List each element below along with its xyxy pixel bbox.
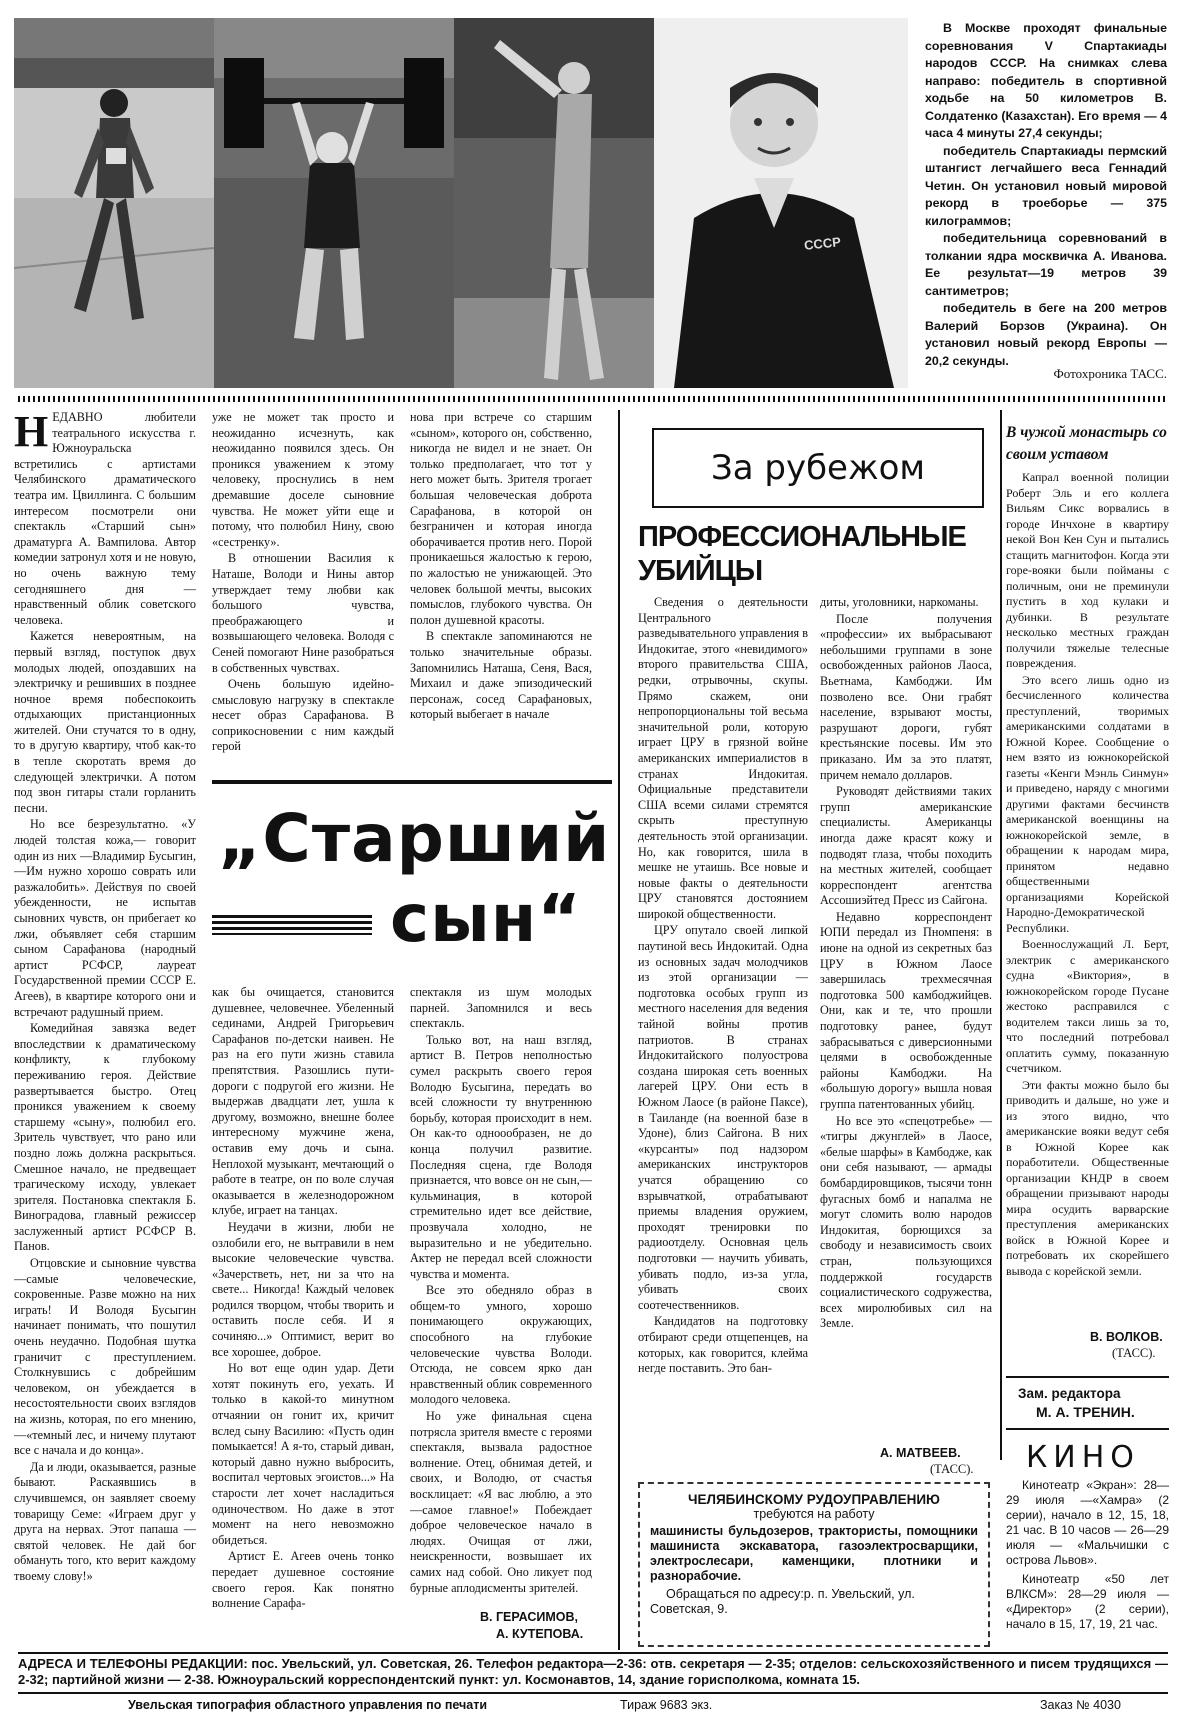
caption-paragraph: победитель в беге на 200 метров Валерий Борзов (Украина). Он установил новый рекорд Европы — 20,2 секунды. bbox=[925, 301, 1167, 368]
paragraph: Отцовские и сыновние чувства —самые человеческие, сокровенные. Разве можно на них играть! И Володя Бусыгин начинает понимать, что пошутил очень неудачно. Подобная шутка граничит с преступлением. Столкнувшись с добрейшим человеком, он убеждается в несостоятельности своих взглядов на жизнь, которая, по его мнению, —«темный лес, и ничему плутают все с начала и до конца». bbox=[14, 1256, 196, 1458]
caption-paragraph: В Москве проходят финальные соревнования V Спартакиады народов СССР. На снимках слева направо: победитель в спортивной ходьбе на 50 километров В. Солдатенко (Казахстан). Его время — 4 часа 4 минуты 27,4 секунды; bbox=[925, 21, 1167, 140]
section-title-abroad: За рубежом bbox=[652, 428, 984, 508]
ad-address: Обращаться по адресу:р. п. Увельский, ул. Советская, 9. bbox=[650, 1587, 915, 1616]
ad-body: машинисты бульдозеров, трактористы, помощники машиниста экскаватора, газоэлектросварщики, электрослесари, каменщики, плотники и разнорабочие. bbox=[650, 1524, 978, 1583]
drop-cap: Н bbox=[14, 410, 49, 456]
footer-addresses: АДРЕСА И ТЕЛЕФОНЫ РЕДАКЦИИ: пос. Увельский, ул. Советская, 26. Телефон редактора—2-36: отв. секретаря — 2-35; отделов: сельскохозяйственного и писем трудящихся — 2-32; партийной жизни — 2-38. Южноуральский корреспондентский пункт: ул. Космонавтов, 14, здание горисполкома, комната 15. bbox=[18, 1656, 1168, 1687]
footer-order: Заказ № 4030 bbox=[1040, 1698, 1121, 1712]
paragraph: Но все это «спецотребье» — «тигры джунглей» в Лаосе, «белые шарфы» в Камбодже, как они себя называют, — армады бомбардировщиков, тысячи тонн фугасных бомб и напалма не могут сломить волю народов Индокитая, борющихся за свободу и независимость своих стран, пользующихся поддержкой государств социалистического содружества, всех миролюбивых сил на Земле. bbox=[820, 1113, 992, 1331]
paragraph: Но уже финальная сцена потрясла зрителя вместе с героями спектакля, вызвала радостное волнение. Отец, обнимая детей, и своих, и Володю, от счастья восклицает: «Я вас люблю, а это —самое главное!» Побеждает доброе человеческое начало в людях. Очищая от лжи, неискренности, возвышает их самих над собой. Оно ликует под бурные аплодисменты зрителей. bbox=[410, 1409, 592, 1595]
footer-rule-top bbox=[18, 1652, 1168, 1654]
paragraph: Капрал военной полиции Роберт Эль и его коллега Вильям Сикс ворвались в городе Инчхоне в квартиру некой Вон Кен Сун и пытались стащить магнитофон. Когда эти горе-вояки были пойманы с поличным, они не преминули пустить в ход кулаки и дубинки. В результате несколько местных граждан получили тяжелые телесные повреждения. bbox=[1006, 470, 1169, 670]
paragraph: ЦРУ опутало своей липкой паутиной весь Индокитай. Одна из основных задач молодчиков из этой организации — подготовка особых групп из местного населения для ведения тайной войны против патриотов. В странах Индокитайского полуострова создана широкая сеть военных лагерей ЦРУ. Они есть в Южном Лаосе (в районе Паксе), в Таиланде (на военной базе в Удоне), близ Сайгона. В них «курсанты» под надзором американских инструкторов учатся обращению со взрывчаткой, отрабатывают приемы владения оружием, проходят тренировки по радиоотделу. Основная цель подготовки — научить убивать, убивать подло, из-за угла, убивать своих соотечественников. bbox=[638, 923, 808, 1312]
paragraph: Кажется невероятным, на первый взгляд, поступок двух молодых людей, опоздавших на электричку и решивших в позднее ночное время побеспокоить отдыхающих пристанционных жителей. Они стучатся то в одну, то в другую квартиру, чтоб как-то в тепле скоротать время до следующей электрички. А потом под звон гитары стали горланить песни. bbox=[14, 629, 196, 815]
theatre-signature-2: А. КУТЕПОВА. bbox=[496, 1627, 584, 1641]
jersey-text: СССР bbox=[803, 234, 842, 253]
side-article-title: В чужой монастырь со своим уставом bbox=[1006, 424, 1167, 463]
paragraph: В спектакле запоминаются не только значительные образы. Запомнились Наташа, Сеня, Вася, Михаил и даже эпизодический персонаж, сосед Сарафановых, который выбегает в начале bbox=[410, 629, 592, 722]
title-rule-top bbox=[212, 780, 612, 784]
paragraph: спектакля из шум молодых парней. Запомнился и весь спектакль. bbox=[410, 985, 592, 1031]
abroad-signature: А. МАТВЕЕВ. bbox=[880, 1446, 961, 1460]
abroad-rule-right bbox=[1000, 410, 1002, 1460]
abroad-agency: (ТАСС). bbox=[930, 1462, 974, 1476]
paragraph: как бы очищается, становится душевнее, человечнее. Убеленный сединами, Андрей Григорьевич Сарафанов по-детски наивен. Не раз на его пути жизнь ставила препятствия. Разошлись пути-дороги с подругой его жизни. Не выдержав двадцати лет, ушла к другому, возможно, внешне более интересному мужчине жена, оставив ему дочь и сына. Неплохой музыкант, мечтающий о работе в театре, он по воле случая оказывается в железнодорожном клубе, играет на танцах. bbox=[212, 985, 394, 1218]
paragraph: диты, уголовники, наркоманы. bbox=[820, 595, 979, 609]
ad-subtitle: требуются на работу bbox=[753, 1507, 875, 1521]
theatre-column-4 bbox=[212, 985, 394, 1655]
photo-race-walker bbox=[14, 18, 214, 388]
paragraph: Только вот, на наш взгляд, артист В. Петров неполностью сумел раскрыть своего героя Володю Бусыгина, передать во всей сложности ту внутреннюю борьбу, которая происходит в нем. Он как-то одноообразен, не до конца получил развитие. Последняя сцена, где Володя признается, что вовсе он не сын,— кульминация, в которой стремительно идет все действие, прозвучала холодно, не выразительно и не убедительно. Актер не передал всей сложности чувства и момента. bbox=[410, 1032, 592, 1281]
paragraph: Но вот еще один удар. Дети хотят покинуть его, уехать. И только в какой-то минутном отчаянии он гонит их, кричит вслед сыну Василию: «Пусть один помыкается! А я-то, старый диван, который давно нужно выбросить, воспитал чертовых эгоистов...» На старости лет хочет насладиться одиночеством. Но даже в этот момент на него невозможно обидеться. bbox=[212, 1361, 394, 1547]
theatre-column-5 bbox=[410, 985, 592, 1603]
paragraph: Комедийная завязка ведет впоследствии к драматическому конфликту, к глубокому переживанию героя. Действие развертывается быстро. Отец проникся уважением к своему старшему «сыну», полюбил его. Зритель чувствует, что рано или поздно ложь должна раскрыться. Смешное начало, не предвещает трагическому исходу, увлекает зрителя. Постановка спектакля Б. Виноградова, главный режиссер заслуженный артист РСФСР В. Панов. bbox=[14, 1021, 196, 1254]
paragraph: Военнослужащий Л. Берт, электрик с американского судна «Виктория», в южнокорейском городе Пусане жестоко расправился с водителем такси лишь за то, что последний потребовал оплатить сумму, показанную счетчиком. bbox=[1006, 937, 1169, 1075]
paragraph: ЕДАВНО любители театрального искусства г. Южноуральска встретились с артистами Челябинского драматического театра им. Цвиллинга. С большим интересом посмотрели они спектакль «Старший сын» драматурга А. Вампилова. Автор комедии затронул хотя и не новую, но очень важную тему сегодняшнего дня — нравственный облик советского человека. bbox=[14, 410, 196, 627]
editor-rule bbox=[1006, 1376, 1169, 1378]
paragraph: нова при встрече со старшим «сыном», которого он, собственно, никогда не видел и не знает. Он только предполагает, что тот у него может быть. Зрителя трогает большая человеческая доброта Сарафанова, в которой он безграничен и которая иногда оборачивается против него. Порой проникаешься жалостью к герою, по жалостью не унижающей. Это человек большой мечты, высоких помыслов, глубокого чувства. Он полон душевной красоты. bbox=[410, 410, 592, 627]
photo-sprinter-borzov bbox=[654, 18, 908, 388]
ad-title: ЧЕЛЯБИНСКОМУ РУДОУПРАВЛЕНИЮ bbox=[688, 1492, 940, 1507]
paragraph: Кандидатов на подготовку отбирают среди отщепенцев, на которых, как говорится, клейма негде поставить. Это бан- bbox=[638, 1314, 808, 1376]
play-title-line-1: „Старший bbox=[218, 800, 611, 877]
kino-title: КИНО bbox=[1026, 1440, 1140, 1475]
side-agency: (ТАСС). bbox=[1112, 1346, 1156, 1360]
paragraph: Сведения о деятельности Центрального разведывательного управления в Индокитае, этого «невидимого» второго правительства США, редки, отрывочны, скупы. Прямо скажем, они непропорциональны той весьма значительной роли, которую играет ЦРУ в грязной войне американских империалистов в странах Индокитая. Официальные представители США всеми силами стремятся скрыть преступную деятельность этой организации. Но, как говорится, шила в мешке не утаишь. Все новые и новые факты о деятельности ЦРУ становятся достоянием широкой общественности. bbox=[638, 595, 808, 921]
paragraph: Недавно корреспондент ЮПИ передал из Пномпеня: в июне на одной из секретных баз ЦРУ в Южном Лаосе завершилась трехмесячная подготовка 500 камбоджийцев. Они, как и те, что прошли подготовку ранее, будут забрасываться с диверсионными целями в освобожденные районы Камбоджи. На «большую дорогу» вышла новая группа патентованных убийц. bbox=[820, 909, 992, 1111]
paragraph: Эти факты можно было бы приводить и дальше, но уже и из этого видно, что американские вояки ведут себя в Южной Корее как поработители. Общественные организации КНДР в своем обращении призывают народы мира осудить варварские преступления американских войск в Южной Корее и потребовать их скорейшего вывода с корейской земли. bbox=[1006, 1077, 1169, 1278]
photo-shot-putter bbox=[454, 18, 654, 388]
abroad-column-1 bbox=[638, 595, 808, 1475]
side-signature: В. ВОЛКОВ. bbox=[1090, 1330, 1163, 1344]
abroad-column-2 bbox=[820, 595, 992, 1445]
theatre-column-3 bbox=[410, 410, 592, 765]
kino-listings bbox=[1006, 1478, 1169, 1648]
kino-entry: Кинотеатр «Экран»: 28—29 июля —«Хамра» (2 серии), начало в 12, 15, 18, 21 час. В 10 часов — 26—29 июля — «Мальчишки с острова Львов». bbox=[1006, 1478, 1169, 1567]
paragraph: В отношении Василия к Наташе, Володи и Нины автор утверждает тему любви как большого чувства, преображающего и возвышающего человека. Володя с Сеней помогают Нине разобраться в собственных чувствах. bbox=[212, 551, 394, 675]
play-title-line-2: сын“ bbox=[390, 880, 582, 957]
editor-title: Зам. редактора bbox=[1018, 1386, 1121, 1401]
caption-paragraph: победитель Спартакиады пермский штангист легчайшего веса Геннадий Четин. Он установил новый мировой рекорд в троеборье — 375 килограммов; bbox=[925, 143, 1167, 228]
paragraph: Руководят действиями таких групп американские специалисты. Американцы иногда даже красят кожу и подводят глаза, чтобы походить на местных жителей, сообщает корреспондент агентства Ассошиэйтед Пресс из Сайгона. bbox=[820, 784, 992, 908]
footer-rule-bottom bbox=[18, 1692, 1168, 1694]
job-ad bbox=[638, 1482, 990, 1647]
top-divider bbox=[18, 396, 1168, 402]
title-stripes-left bbox=[212, 915, 372, 935]
paragraph: Неудачи в жизни, люби не озлобили его, не вытравили в нем высокие человеческие чувства. «Зачерстветь, нет, ни за что на свете... Никогда! Каждый человек родился творцом, чтобы творить и оставить после себя. И я сочиняю...» Оптимист, верит во все хорошее, доброе. bbox=[212, 1219, 394, 1359]
paragraph: Да и люди, оказывается, разные бывают. Раскаявшись в случившемся, он заявляет своему товарищу Семе: «Играем друг у друга на нервах. Этот папаша — святой человек. Не дай бог обмануть того, кто верит каждому твоему слову!» bbox=[14, 1459, 196, 1583]
paragraph: Артист Е. Агеев очень тонко передает душевное состояние своего героя. Как понятно волнение Сарафа- bbox=[212, 1549, 394, 1611]
photo-weightlifter bbox=[214, 18, 454, 388]
paragraph: После получения «профессии» их выбрасывают небольшими группами в зоне освобожденных районов Лаоса, Вьетнама, Камбоджи. Им позволено все. Они грабят население, взрывают мосты, разрушают дороги, губят крестьянские посевы. Им это приказано. Им за это платят, причем немало долларов. bbox=[820, 611, 992, 782]
kino-rule bbox=[1006, 1428, 1169, 1430]
caption-paragraph: победительница соревнований в толкании ядра москвичка А. Иванова. Ее результат—19 метров 39 сантиметров; bbox=[925, 231, 1167, 298]
theatre-column-2 bbox=[212, 410, 394, 765]
footer-printer: Увельская типография областного управления по печати bbox=[128, 1698, 488, 1712]
paragraph: Все это обедняло образ в общем-то умного, хорошо понимающего окружающих, способного на глубокие человеческие чувства Володи. Отсюда, не совсем ярко дан нравственный облик современного молодого человека. bbox=[410, 1283, 592, 1407]
abroad-headline: ПРОФЕССИОНАЛЬНЫЕ УБИЙЦЫ bbox=[638, 521, 966, 587]
paragraph: уже не может так просто и неожиданно исчезнуть, как неожиданно появился здесь. Он проникся уважением к этому человеку, проснулись в нем дремавшие доселе сыновние чувства. Не может уйти еще и потому, что полюбил Нину, свою «сестренку». bbox=[212, 410, 394, 549]
theatre-column-1 bbox=[14, 410, 196, 1654]
paragraph: Очень большую идейно-смысловую нагрузку в спектакле несет образ Сарафанова. В соприкосновении с ним каждый герой bbox=[212, 677, 394, 754]
footer-circulation: Тираж 9683 экз. bbox=[620, 1698, 713, 1712]
theatre-signature-1: В. ГЕРАСИМОВ, bbox=[480, 1610, 578, 1624]
photo-credit: Фотохроника ТАСС. bbox=[1053, 366, 1167, 381]
paragraph: Это всего лишь одно из бесчисленного количества преступлений, творимых американскими солдатами в Южной Корее. Сообщение о нем взято из южнокорейской газеты «Кенги Мэнль Синмун» и приведено, наряду с многими другими фактами бесчинств американской военщины на южнокорейской земле, в обращении к народам мира, принятом недавно общественными организациями Корейской Народно-Демократической Республики. bbox=[1006, 672, 1169, 935]
editor-name: М. А. ТРЕНИН. bbox=[1036, 1404, 1135, 1420]
abroad-rule-left bbox=[618, 410, 620, 1650]
photo-caption bbox=[925, 20, 1167, 370]
paragraph: Но все безрезультатно. «У людей толстая кожа,— говорит один из них —Владимир Бусыгин, —Им нужно хорошо соврать или разжалобить». Действуя по своей убежденности, не испытав сыновних чувств, он прибегает ко лжи, объявляет себя старшим сыном Сарафанова (народный артист РСФСР, лауреат Государственной премии СССР Е. Агеев), в квартире которого они и встречают радушный прием. bbox=[14, 817, 196, 1019]
kino-entry: Кинотеатр «50 лет ВЛКСМ»: 28—29 июля — «Директор» (2 серии), начало в 15, 17, 19, 21 час. bbox=[1006, 1572, 1169, 1631]
